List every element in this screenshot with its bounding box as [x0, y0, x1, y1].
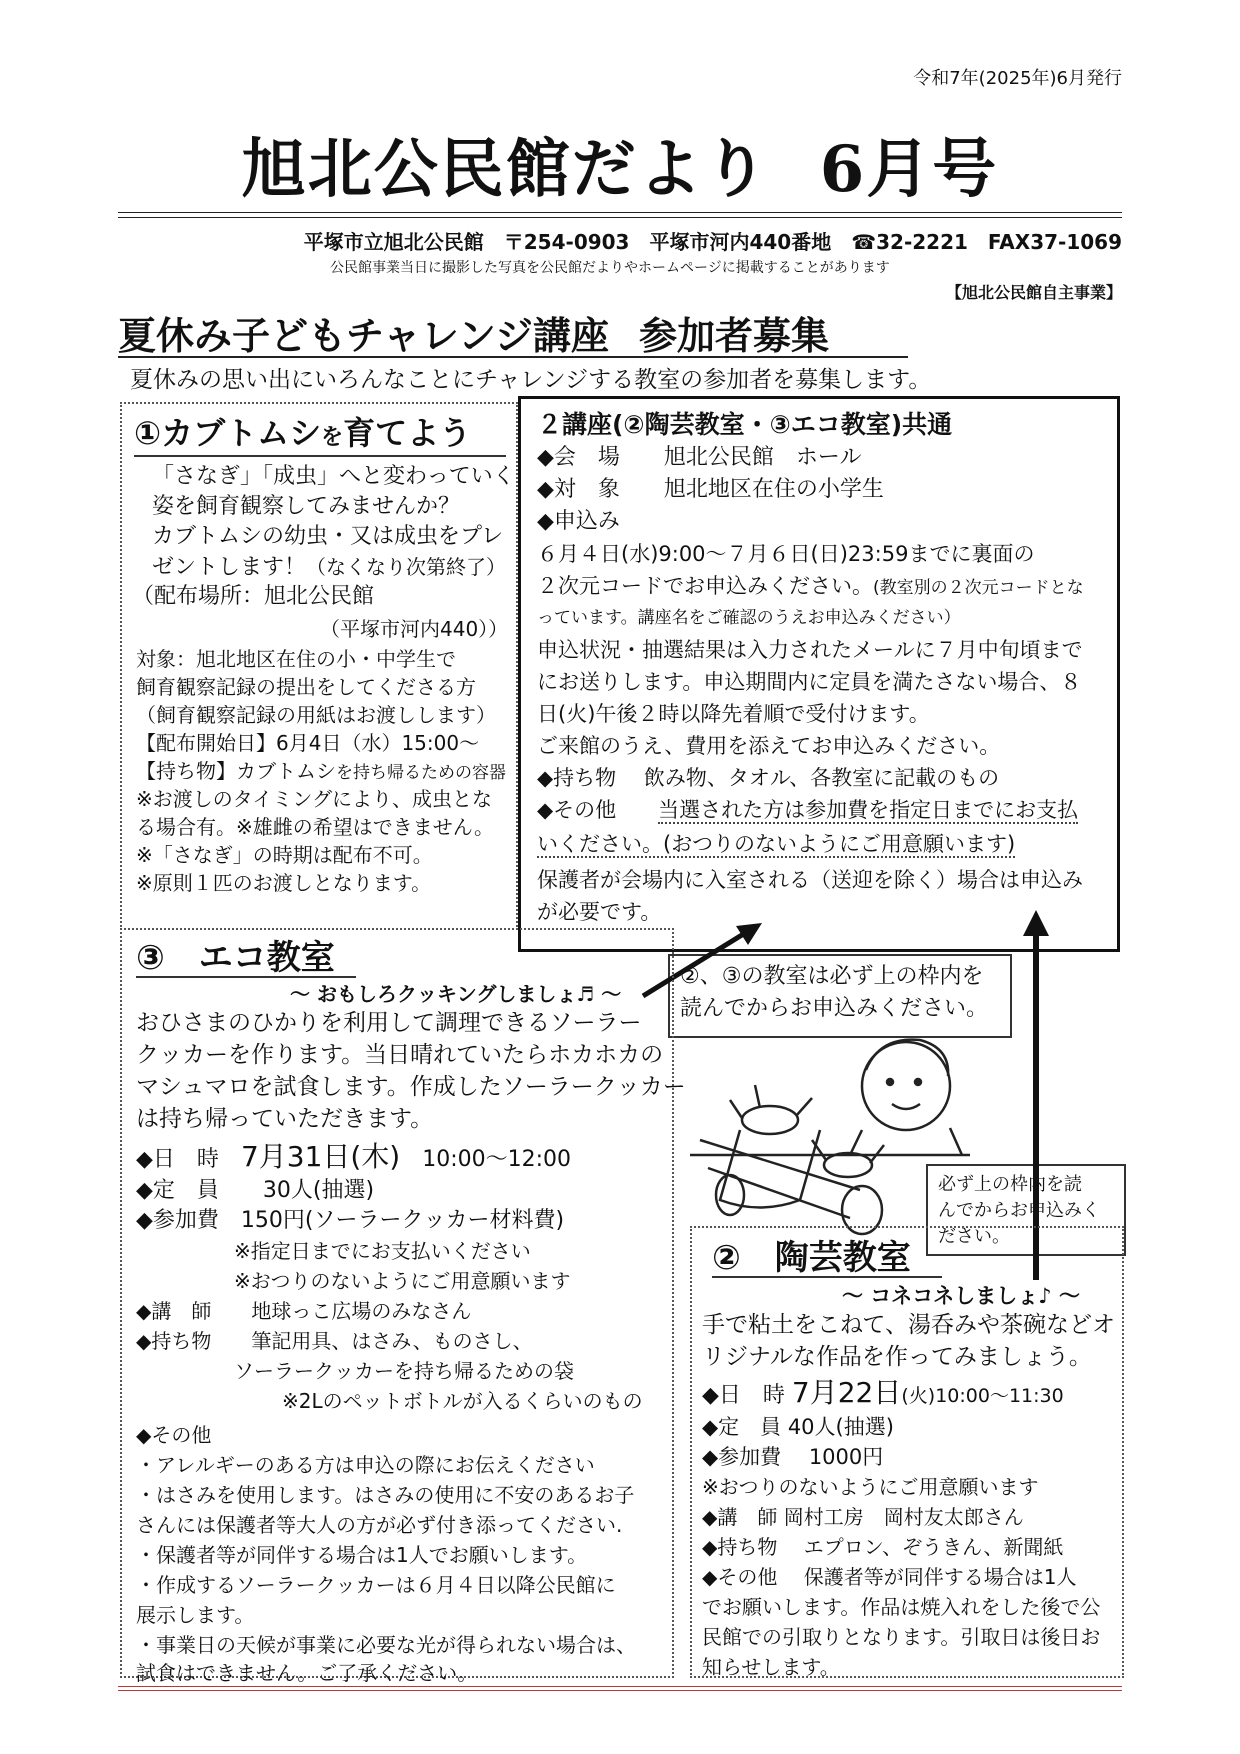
touge-title-underline — [712, 1276, 942, 1278]
photo-notice: 公民館事業当日に撮影した写真を公民館だよりやホームページに掲載することがあります — [330, 260, 890, 276]
touge-fee: ◆参加費 1000円 — [702, 1445, 884, 1469]
eco-fee-note: ※指定日までにお支払いください — [234, 1239, 531, 1263]
eco-other: ・作成するソーラークッカーは６月４日以降公民館に — [136, 1573, 616, 1597]
touge-title: ② 陶芸教室 — [712, 1238, 911, 1278]
eco-other: ・アレルギーのある方は申込の際にお伝えください — [136, 1453, 595, 1477]
eco-other: 展示します。 — [136, 1603, 255, 1627]
eco-teacher: ◆講 師 地球っこ広場のみなさん — [136, 1299, 472, 1323]
touge-box — [690, 1226, 1124, 1678]
touge-other: でお願いします。作品は焼入れをした後で公 — [702, 1595, 1101, 1619]
eco-title: ③ エコ教室 — [136, 938, 335, 978]
kabuto-line: 【配布開始日】6月4日（水）15:00～ — [136, 731, 480, 755]
eco-other: ・はさみを使用します。はさみの使用に不安のあるお子 — [136, 1483, 635, 1507]
kabuto-line: る場合有。※雄雌の希望はできません。 — [136, 815, 494, 839]
kabuto-gift-note: （なくなり次第終了） — [306, 555, 507, 579]
touge-date-label: ◆日 時 — [702, 1383, 785, 1408]
common-apply-label: ◆申込み — [537, 509, 620, 534]
kabuto-line: 姿を飼育観察してみませんか？ — [152, 494, 461, 519]
eco-desc: クッカーを作ります。当日晴れていたらホカホカの — [136, 1042, 664, 1068]
common-other-2: いください。(おつりのないようにご用意願います) — [537, 832, 1016, 856]
kabuto-line: ※お渡しのタイミングにより、成虫とな — [136, 787, 492, 811]
common-status-4: ご来館のうえ、費用を添えてお申込みください。 — [537, 734, 1001, 758]
note1-line: ②、③の教室は必ず上の枠内を — [680, 964, 984, 989]
touge-desc: リジナルな作品を作ってみましょう。 — [702, 1344, 1092, 1370]
eco-bring-3: ※2Lのペットボトルが入るくらいのもの — [282, 1389, 643, 1413]
note1-line: 読んでからお申込みください。 — [680, 996, 989, 1021]
common-apply-2a: ２次元コードでお申込みください。 — [537, 574, 873, 598]
touge-subtitle: ～ コネコネしましょ♪ ～ — [842, 1284, 1081, 1308]
issue-date: 令和7年(2025年)6月発行 — [913, 68, 1122, 89]
title-issue: 6月号 — [819, 132, 999, 207]
bottom-rule-1 — [118, 1686, 1122, 1687]
jishu-label: 【旭北公民館自主事業】 — [945, 283, 1122, 302]
kabuto-line: 「さなぎ」「成虫」へと変わっていく — [152, 464, 515, 489]
title-main: 旭北公民館だより — [241, 132, 770, 207]
kabuto-bring-item: を持ち帰るための容器 — [336, 763, 506, 783]
eco-other: ・事業日の天候が事業に必要な光が得られない場合は、 — [136, 1633, 636, 1657]
kabuto-bring: 【持ち物】カブトムシ — [136, 759, 336, 783]
touge-date-value: 7月22日 — [791, 1376, 902, 1409]
eco-bring-2: ソーラークッカーを持ち帰るための袋 — [234, 1359, 574, 1383]
common-status-1: 申込状況・抽選結果は入力されたメールに７月中旬頃まで — [537, 638, 1083, 662]
eco-desc: マシュマロを試食します。作成したソーラークッカー — [136, 1074, 686, 1100]
note2-line: 必ず上の枠内を読 — [938, 1174, 1082, 1195]
eco-bring: ◆持ち物 筆記用具、はさみ、ものさし、 — [136, 1329, 533, 1353]
eco-fee-note: ※おつりのないようにご用意願います — [234, 1269, 571, 1293]
kabuto-gift: ゼントします！ — [152, 555, 307, 580]
touge-date — [702, 1378, 1064, 1411]
kabuto-line: カブトムシの幼虫・又は成虫をプレ — [152, 524, 504, 549]
kabuto-line: （飼育観察記録の用紙はお渡しします） — [136, 703, 496, 727]
common-apply-3: っています。講座名をご確認のうえお申込みください） — [537, 608, 961, 628]
kabuto-title-a: ①カブトムシ — [134, 414, 322, 452]
common-status-2: にお送りします。申込期間内に定員を満たさない場合、８ — [537, 670, 1082, 694]
note2-line: んでからお申込みく — [938, 1200, 1100, 1221]
common-bring: ◆持ち物 飲み物、タオル、各教室に記載のもの — [537, 766, 1000, 790]
common-target: ◆対 象 旭北地区在住の小学生 — [537, 477, 884, 502]
touge-desc: 手で粘土をこねて、湯呑みや茶碗などオ — [702, 1312, 1115, 1338]
bottom-rule-2 — [118, 1690, 1122, 1691]
kabuto-line: ※原則１匹のお渡しとなります。 — [136, 871, 432, 895]
eco-date-time: 10:00～12:00 — [422, 1147, 572, 1172]
eco-other-label: ◆その他 — [136, 1423, 212, 1447]
common-apply-2b: (教室別の２次元コードとな — [873, 578, 1084, 598]
eco-box — [120, 928, 686, 1685]
eco-capacity: ◆定 員 30人(抽選) — [136, 1178, 375, 1203]
note2-line: ださい。 — [938, 1226, 1010, 1247]
eco-other: さんには保護者等大人の方が必ず付き添ってください. — [136, 1513, 623, 1537]
common-status-3: 日(火)午後２時以降先着順で受付けます。 — [537, 702, 930, 726]
touge-teacher: ◆講 師 岡村工房 岡村友太郎さん — [702, 1505, 1024, 1529]
kabuto-line: ※「さなぎ」の時期は配布不可。 — [136, 843, 433, 867]
kabuto-title-b: を — [321, 425, 344, 450]
common-other-1: 当選された方は参加費を指定日までにお支払 — [658, 798, 1079, 822]
kabuto-title-c: 育てよう — [343, 414, 472, 452]
touge-bring: ◆持ち物 エプロン、ぞうきん、新聞紙 — [702, 1535, 1064, 1559]
common-venue: ◆会 場 旭北公民館 ホール — [537, 445, 862, 470]
kabuto-line: 対象：旭北地区在住の小・中学生で — [136, 647, 456, 671]
touge-other: ◆その他 保護者等が同伴する場合は1人 — [702, 1565, 1077, 1589]
eco-other: ・保護者等が同伴する場合は1人でお願いします。 — [136, 1543, 588, 1567]
touge-other: 民館での引取りとなります。引取日は後日お — [702, 1625, 1101, 1649]
common-guardian-1: 保護者が会場内に入室される（送迎を除く）場合は申込み — [537, 868, 1083, 892]
eco-desc: おひさまのひかりを利用して調理できるソーラー — [136, 1010, 642, 1036]
eco-fee: ◆参加費 150円(ソーラークッカー材料費) — [136, 1208, 565, 1233]
intro-text: 夏休みの思い出にいろんなことにチャレンジする教室の参加者を募集します。 — [130, 367, 932, 393]
kabuto-line: 飼育観察記録の提出をしてくださる方 — [136, 675, 476, 699]
common-apply-1: ６月４日(水)9:00～７月６日(日)23:59までに裏面の — [537, 542, 1035, 566]
eco-desc: は持ち帰っていただきます。 — [136, 1106, 434, 1132]
common-title: ２講座(②陶芸教室・③エコ教室)共通 — [537, 410, 953, 439]
common-guardian-2: が必要です。 — [537, 900, 662, 924]
touge-fee-note: ※おつりのないようにご用意願います — [702, 1475, 1039, 1499]
touge-other: 知らせします。 — [702, 1655, 840, 1679]
eco-subtitle: ～ おもしろクッキングしましょ♬ ～ — [290, 982, 622, 1006]
illustration — [690, 1040, 970, 1234]
arrow-vertical — [1023, 910, 1049, 1280]
common-other-label: ◆その他 — [537, 798, 617, 822]
eco-date-value: 7月31日(木) — [240, 1140, 401, 1173]
kabuto-line: （平塚市河内440）） — [320, 617, 509, 641]
kabuto-line: （配布場所：旭北公民館 — [132, 584, 375, 609]
eco-date-label: ◆日 時 — [136, 1147, 219, 1172]
address: 平塚市立旭北公民館 〒254-0903 平塚市河内440番地 ☎32-2221 FAX37-1069 — [303, 230, 1122, 254]
touge-capacity: ◆定 員 40人(抽選) — [702, 1415, 894, 1439]
touge-date-time: (火)10:00～11:30 — [901, 1385, 1064, 1407]
eco-other: 試食はできません。ご了承ください。 — [136, 1661, 478, 1685]
headline-sub: 参加者募集 — [638, 314, 829, 358]
headline-main: 夏休み子どもチャレンジ講座 — [118, 314, 609, 358]
eco-date — [136, 1142, 571, 1175]
